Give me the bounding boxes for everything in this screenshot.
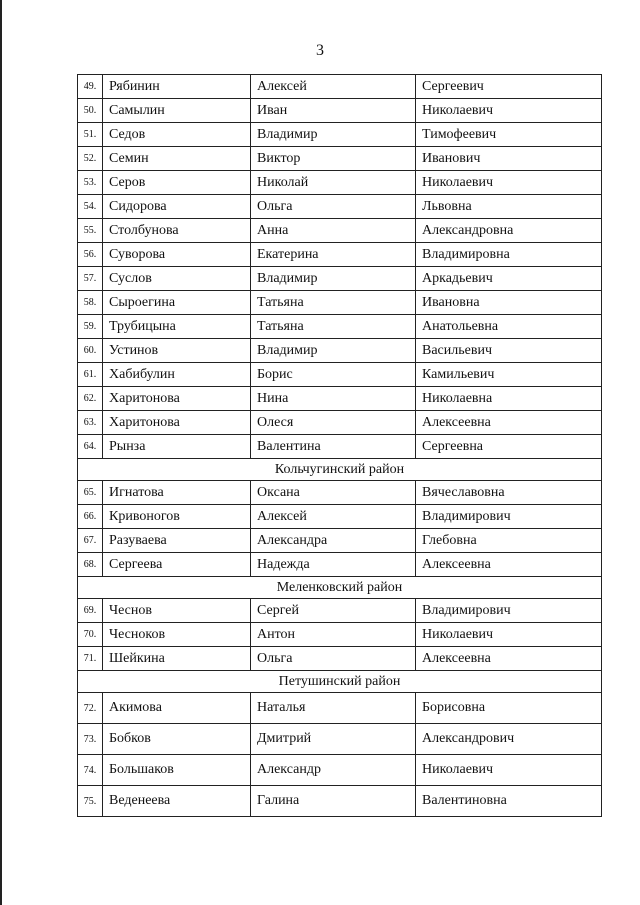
section-title-melenki: Меленковский район	[78, 577, 602, 599]
row-number: 58.	[78, 291, 103, 315]
patronymic: Иванович	[416, 147, 602, 171]
patronymic: Александрович	[416, 724, 602, 755]
row-number: 60.	[78, 339, 103, 363]
table-row	[78, 481, 602, 505]
row-number: 74.	[78, 755, 103, 786]
patronymic: Владимирович	[416, 505, 602, 529]
last-name: Сидорова	[103, 195, 251, 219]
last-name: Чесноков	[103, 623, 251, 647]
table-row	[78, 99, 602, 123]
group-b-rows	[78, 481, 602, 577]
table-row	[78, 219, 602, 243]
table-row	[78, 599, 602, 623]
first-name: Алексей	[251, 505, 416, 529]
row-number: 71.	[78, 647, 103, 671]
first-name: Ольга	[251, 195, 416, 219]
first-name: Виктор	[251, 147, 416, 171]
patronymic: Александровна	[416, 219, 602, 243]
patronymic: Анатольевна	[416, 315, 602, 339]
first-name: Татьяна	[251, 315, 416, 339]
last-name: Рынза	[103, 435, 251, 459]
row-number: 67.	[78, 529, 103, 553]
first-name: Александра	[251, 529, 416, 553]
patronymic: Львовна	[416, 195, 602, 219]
last-name: Разуваева	[103, 529, 251, 553]
last-name: Акимова	[103, 693, 251, 724]
patronymic: Васильевич	[416, 339, 602, 363]
table-row	[78, 363, 602, 387]
row-number: 56.	[78, 243, 103, 267]
last-name: Веденеева	[103, 786, 251, 817]
first-name: Сергей	[251, 599, 416, 623]
table-row	[78, 387, 602, 411]
first-name: Нина	[251, 387, 416, 411]
first-name: Александр	[251, 755, 416, 786]
table-row	[78, 315, 602, 339]
first-name: Ольга	[251, 647, 416, 671]
first-name: Анна	[251, 219, 416, 243]
patronymic: Ивановна	[416, 291, 602, 315]
first-name: Антон	[251, 623, 416, 647]
table-row	[78, 339, 602, 363]
last-name: Большаков	[103, 755, 251, 786]
table-row	[78, 786, 602, 817]
row-number: 73.	[78, 724, 103, 755]
patronymic: Николаевич	[416, 755, 602, 786]
table-row	[78, 195, 602, 219]
page-left-border	[0, 0, 2, 905]
last-name: Сергеева	[103, 553, 251, 577]
table-row	[78, 693, 602, 724]
patronymic: Тимофеевич	[416, 123, 602, 147]
patronymic: Владимирович	[416, 599, 602, 623]
patronymic: Владимировна	[416, 243, 602, 267]
row-number: 50.	[78, 99, 103, 123]
table-row	[78, 147, 602, 171]
group-c-rows	[78, 599, 602, 671]
last-name: Суслов	[103, 267, 251, 291]
row-number: 52.	[78, 147, 103, 171]
table-row	[78, 505, 602, 529]
table-row	[78, 755, 602, 786]
row-number: 62.	[78, 387, 103, 411]
section-title-petushki: Петушинский район	[78, 671, 602, 693]
row-number: 49.	[78, 75, 103, 99]
first-name: Валентина	[251, 435, 416, 459]
first-name: Борис	[251, 363, 416, 387]
last-name: Рябинин	[103, 75, 251, 99]
last-name: Чеснов	[103, 599, 251, 623]
table-row	[78, 123, 602, 147]
row-number: 68.	[78, 553, 103, 577]
table-row	[78, 291, 602, 315]
group-d-rows	[78, 693, 602, 817]
table-row	[78, 75, 602, 99]
last-name: Семин	[103, 147, 251, 171]
last-name: Хабибулин	[103, 363, 251, 387]
first-name: Владимир	[251, 339, 416, 363]
first-name: Татьяна	[251, 291, 416, 315]
table-row	[78, 435, 602, 459]
first-name: Дмитрий	[251, 724, 416, 755]
row-number: 75.	[78, 786, 103, 817]
patronymic: Аркадьевич	[416, 267, 602, 291]
table-row	[78, 529, 602, 553]
patronymic: Николаевна	[416, 387, 602, 411]
last-name: Суворова	[103, 243, 251, 267]
patronymic: Валентиновна	[416, 786, 602, 817]
row-number: 59.	[78, 315, 103, 339]
group-a-rows	[78, 75, 602, 459]
patronymic: Алексеевна	[416, 411, 602, 435]
first-name: Николай	[251, 171, 416, 195]
first-name: Алексей	[251, 75, 416, 99]
row-number: 72.	[78, 693, 103, 724]
last-name: Самылин	[103, 99, 251, 123]
first-name: Екатерина	[251, 243, 416, 267]
table-row	[78, 647, 602, 671]
section-header-row	[78, 671, 602, 693]
first-name: Владимир	[251, 267, 416, 291]
last-name: Бобков	[103, 724, 251, 755]
page-number: 3	[316, 42, 324, 59]
row-number: 53.	[78, 171, 103, 195]
patronymic: Борисовна	[416, 693, 602, 724]
last-name: Шейкина	[103, 647, 251, 671]
row-number: 57.	[78, 267, 103, 291]
table-row	[78, 724, 602, 755]
patronymic: Алексеевна	[416, 553, 602, 577]
row-number: 51.	[78, 123, 103, 147]
patronymic: Сергеевич	[416, 75, 602, 99]
last-name: Харитонова	[103, 387, 251, 411]
patronymic: Сергеевна	[416, 435, 602, 459]
last-name: Столбунова	[103, 219, 251, 243]
last-name: Устинов	[103, 339, 251, 363]
row-number: 66.	[78, 505, 103, 529]
row-number: 69.	[78, 599, 103, 623]
first-name: Галина	[251, 786, 416, 817]
section-header-row	[78, 577, 602, 599]
table-row	[78, 243, 602, 267]
patronymic: Николаевич	[416, 99, 602, 123]
row-number: 55.	[78, 219, 103, 243]
row-number: 64.	[78, 435, 103, 459]
first-name: Наталья	[251, 693, 416, 724]
table-row	[78, 411, 602, 435]
first-name: Олеся	[251, 411, 416, 435]
first-name: Владимир	[251, 123, 416, 147]
first-name: Оксана	[251, 481, 416, 505]
section-header-row	[78, 459, 602, 481]
table-row	[78, 623, 602, 647]
last-name: Харитонова	[103, 411, 251, 435]
patronymic: Николаевич	[416, 171, 602, 195]
patronymic: Камильевич	[416, 363, 602, 387]
row-number: 65.	[78, 481, 103, 505]
first-name: Надежда	[251, 553, 416, 577]
patronymic: Глебовна	[416, 529, 602, 553]
patronymic: Алексеевна	[416, 647, 602, 671]
last-name: Серов	[103, 171, 251, 195]
last-name: Сыроегина	[103, 291, 251, 315]
last-name: Седов	[103, 123, 251, 147]
first-name: Иван	[251, 99, 416, 123]
section-title-kolchugino: Кольчугинский район	[78, 459, 602, 481]
last-name: Игнатова	[103, 481, 251, 505]
row-number: 63.	[78, 411, 103, 435]
patronymic: Вячеславовна	[416, 481, 602, 505]
last-name: Трубицына	[103, 315, 251, 339]
last-name: Кривоногов	[103, 505, 251, 529]
patronymic: Николаевич	[416, 623, 602, 647]
person-table	[77, 74, 602, 817]
row-number: 70.	[78, 623, 103, 647]
row-number: 61.	[78, 363, 103, 387]
table-row	[78, 267, 602, 291]
row-number: 54.	[78, 195, 103, 219]
table-row	[78, 171, 602, 195]
table-row	[78, 553, 602, 577]
